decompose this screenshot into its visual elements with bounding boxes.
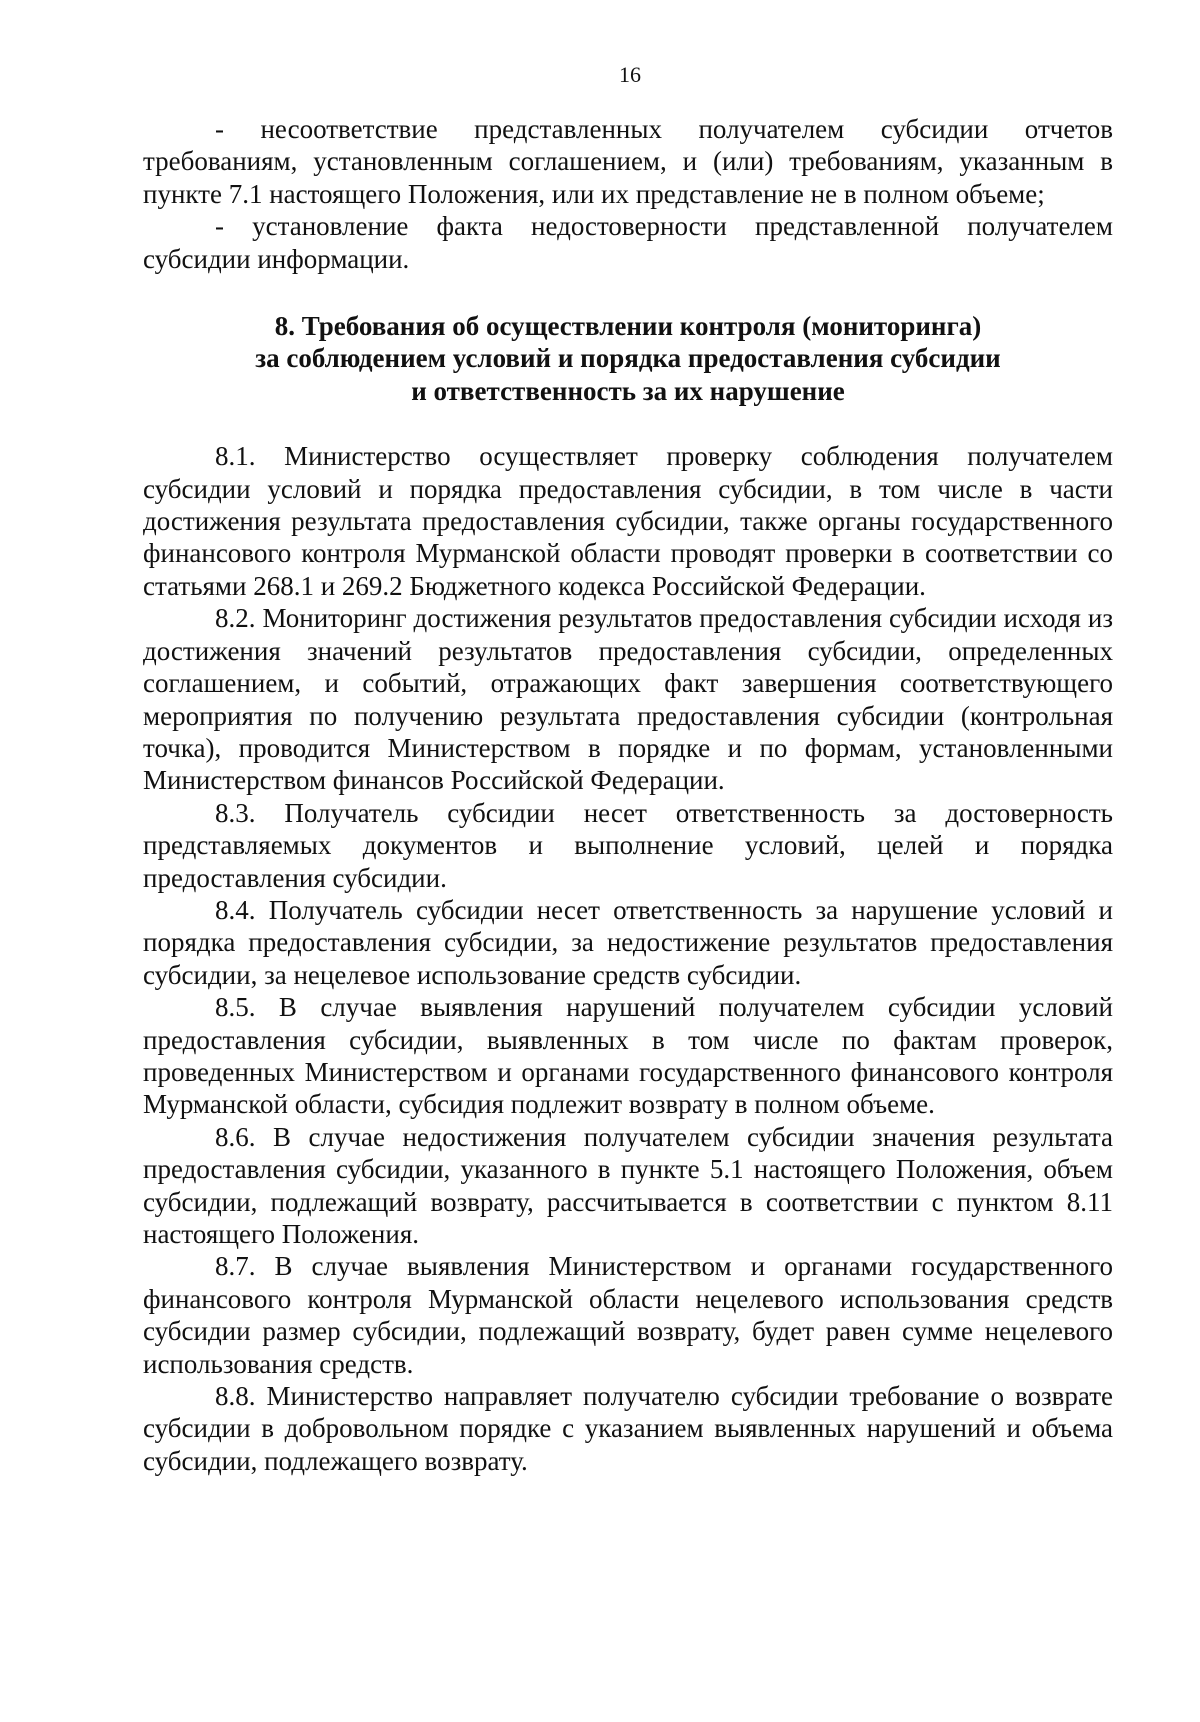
clause-8-4: 8.4. Получатель субсидии несет ответственность за нарушение условий и порядка предоставления субсидии, за недостижение результатов предоставления субсидии, за нецелевое использование средств субсидии.: [143, 894, 1113, 990]
clause-8-2: 8.2. Мониторинг достижения результатов предоставления субсидии исходя из достижения значений результатов предоставления субсидии, определенных соглашением, и событий, отражающих факт завершения соответствующего мероприятия по получению результата предоставления субсидии (контрольная точка), проводится Министерством в порядке и по формам, установленными Министерством финансов Российской Федерации.: [143, 603, 1113, 796]
section-heading: [143, 310, 1113, 407]
section-heading-line-3: и ответственность за их нарушение: [411, 375, 845, 406]
clause-8-6: 8.6. В случае недостижения получателем субсидии значения результата предоставления субсидии, указанного в пункте 5.1 настоящего Положения, объем субсидии, подлежащий возврату, рассчитывается в соответствии с пунктом 8.11 настоящего Положения.: [143, 1121, 1113, 1249]
page-content: [143, 113, 1113, 1477]
intro-paragraph-1: - несоответствие представленных получателем субсидии отчетов требованиям, установленным соглашением, и (или) требованиям, указанным в пункте 7.1 настоящего Положения, или их представление не в полном объеме;: [143, 114, 1113, 209]
clause-8-1: 8.1. Министерство осуществляет проверку соблюдения получателем субсидии условий и порядка предоставления субсидии, в том числе в части достижения результата предоставления субсидии, также органы государственного финансового контроля Мурманской области проводят проверки в соответствии со статьями 268.1 и 269.2 Бюджетного кодекса Российской Федерации.: [143, 441, 1113, 601]
clause-8-5: 8.5. В случае выявления нарушений получателем субсидии условий предоставления субсидии, выявленных в том числе по фактам проверок, проведенных Министерством и органами государственного финансового контроля Мурманской области, субсидия подлежит возврату в полном объеме.: [143, 992, 1113, 1120]
section-heading-line-2: за соблюдением условий и порядка предоставления субсидии: [255, 343, 1001, 374]
intro-paragraph-2: - установление факта недостоверности представленной получателем субсидии информации.: [143, 211, 1113, 274]
clause-8-8: 8.8. Министерство направляет получателю субсидии требование о возврате субсидии в добровольном порядке с указанием выявленных нарушений и объема субсидии, подлежащего возврату.: [143, 1381, 1113, 1476]
page-number: 16: [619, 62, 641, 87]
clause-8-7: 8.7. В случае выявления Министерством и органами государственного финансового контроля Мурманской области нецелевого использования средств субсидии размер субсидии, подлежащий возврату, будет равен сумме нецелевого использования средств.: [143, 1251, 1113, 1379]
section-heading-line-1: 8. Требования об осуществлении контроля (мониторинга): [274, 311, 982, 342]
clause-8-3: 8.3. Получатель субсидии несет ответственность за достоверность представляемых документов и выполнение условий, целей и порядка предоставления субсидии.: [143, 797, 1113, 893]
